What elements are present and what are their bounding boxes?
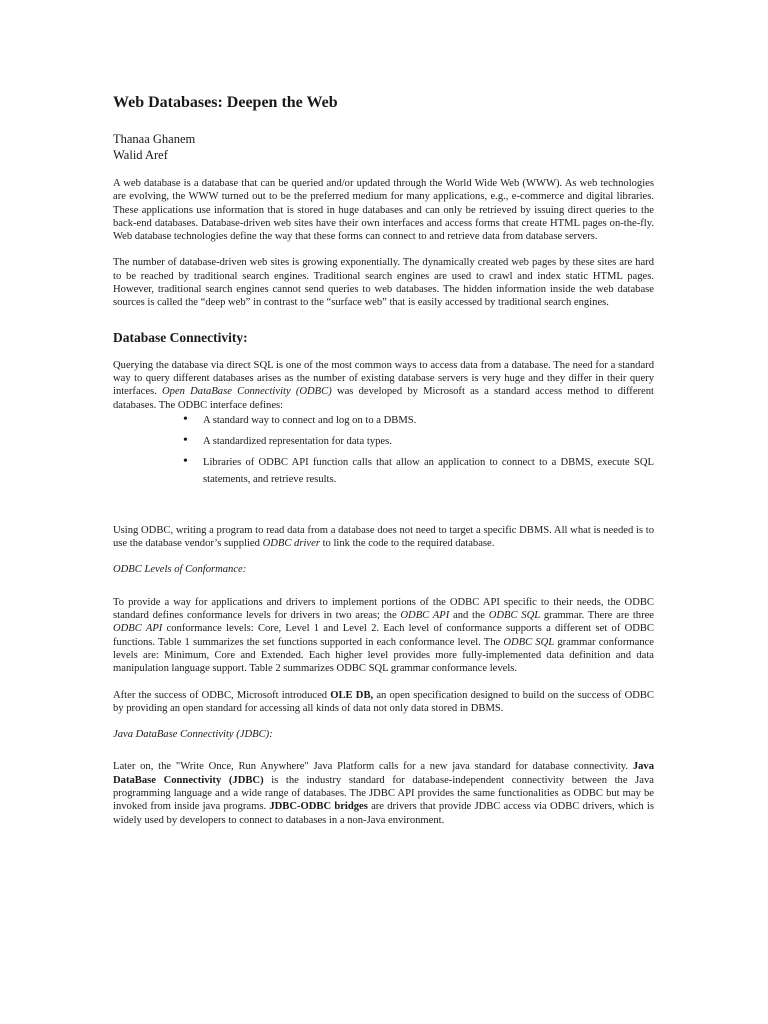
text-run: After the success of ODBC, Microsoft introduced (113, 689, 331, 701)
text-run-bold: OLE DB, (330, 689, 374, 701)
subsection-heading-levels: ODBC Levels of Conformance: (113, 564, 247, 576)
text-run: Later on, the "Write Once, Run Anywhere" Java Platform calls for a new java standard for database connectivity. (113, 761, 633, 773)
page-title: Web Databases: Deepen the Web (113, 94, 338, 111)
oledb-paragraph (113, 689, 654, 716)
text-run-italic: ODBC driver (262, 538, 320, 550)
text-run-italic: ODBC API (400, 610, 450, 622)
text-run: is the industry standard for database-independent connectivity between the Java programming language and a wide range of databases. The JDBC API provides the same functionalities as ODBC but may be invoked from inside java programs. (113, 774, 654, 813)
list-item: • Libraries of ODBC API function calls that allow an application to connect to a DBMS, execute SQL statements, and retrieve results. (203, 454, 654, 488)
text-run: are drivers that provide JDBC access via ODBC drivers, which is widely used by developers to connect to databases in a non-Java environment. (113, 801, 654, 826)
levels-paragraph (113, 596, 654, 676)
intro-paragraph-1: A web database is a database that can be queried and/or updated through the World Wide Web (WWW). As web technologies are evolving, the WWW turned out to be the preferred medium for many applications, e.g., e-commerce and digital libraries. These applications use information that is stored in huge databases and can only be retrieved by issuing direct queries to the back-end databases. Database-driven web sites have their own interfaces and access forms that create HTML pages on-the-fly. Web database technologies define the way that these forms can connect to and retrieve data from database servers. (113, 178, 654, 243)
odbc-bullet-list (113, 412, 654, 488)
section-heading-connectivity: Database Connectivity: (113, 329, 248, 345)
jdbc-paragraph (113, 760, 654, 826)
text-run: Querying the database via direct SQL is one of the most common ways to access data from a database. The need for a standard way to query different databases arises as the number of existing database servers is very huge and they differ in their query interfaces. (113, 359, 654, 398)
text-run: grammar conformance levels are: Minimum, Core and Extended. Each higher level provides more fully-implemented data definition and data manipulation language support. Table 2 summarizes ODBC SQL grammar conformance levels. (113, 636, 655, 675)
subsection-heading-jdbc: Java DataBase Connectivity (JDBC): (113, 729, 273, 741)
list-item: • A standard way to connect and log on to a DBMS. (203, 412, 654, 429)
connectivity-paragraph (113, 359, 654, 412)
list-item: • A standardized representation for data types. (203, 433, 654, 450)
text-run: conformance levels: Core, Level 1 and Level 2. Each level of conformance supports a different set of ODBC functions. Table 1 summarizes the set functions supported in each conformance level. The (113, 623, 654, 648)
text-run-bold: JDBC-ODBC bridges (269, 801, 368, 813)
author-name: Thanaa Ghanem (113, 132, 196, 146)
text-run-italic: Open DataBase Connectivity (ODBC) (162, 386, 332, 398)
text-run: and the (449, 610, 489, 622)
author-name: Walid Aref (113, 148, 168, 162)
text-run: Using ODBC, writing a program to read data from a database does not need to target a specific DBMS. All what is needed is to use the database vendor’s supplied (113, 524, 654, 550)
odbc-paragraph (113, 524, 654, 551)
text-run: To provide a way for applications and drivers to implement portions of the ODBC API specific to their needs, the ODBC standard defines conformance levels for drivers in two areas; the (113, 596, 654, 622)
author-list (113, 131, 654, 163)
intro-paragraph-2: The number of database-driven web sites is growing exponentially. The dynamically created web pages by these sites are hard to be reached by traditional search engines. Traditional search engines are used to crawl and index static HTML pages. However, traditional search engines cannot send queries to web databases. The hidden information inside the web database sources is called the “deep web” in contrast to the “surface web” that is easily accessed by traditional search engines. (113, 257, 654, 309)
text-run: grammar. There are three (540, 610, 655, 622)
text-run: to link the code to the required database. (319, 538, 495, 550)
text-run-italic: ODBC SQL (488, 610, 541, 622)
text-run: was developed by Microsoft as a standard access method to different databases. The ODBC interface defines: (113, 386, 654, 411)
text-run-bold: Java DataBase Connectivity (JDBC) (113, 761, 654, 786)
text-run-italic: ODBC API (113, 623, 163, 635)
text-run: an open specification designed to build on the success of ODBC by providing an open standard for accessing all kinds of data not only data stored in DBMS. (113, 689, 655, 714)
document-body (113, 93, 654, 840)
text-run-italic: ODBC SQL (503, 636, 555, 648)
